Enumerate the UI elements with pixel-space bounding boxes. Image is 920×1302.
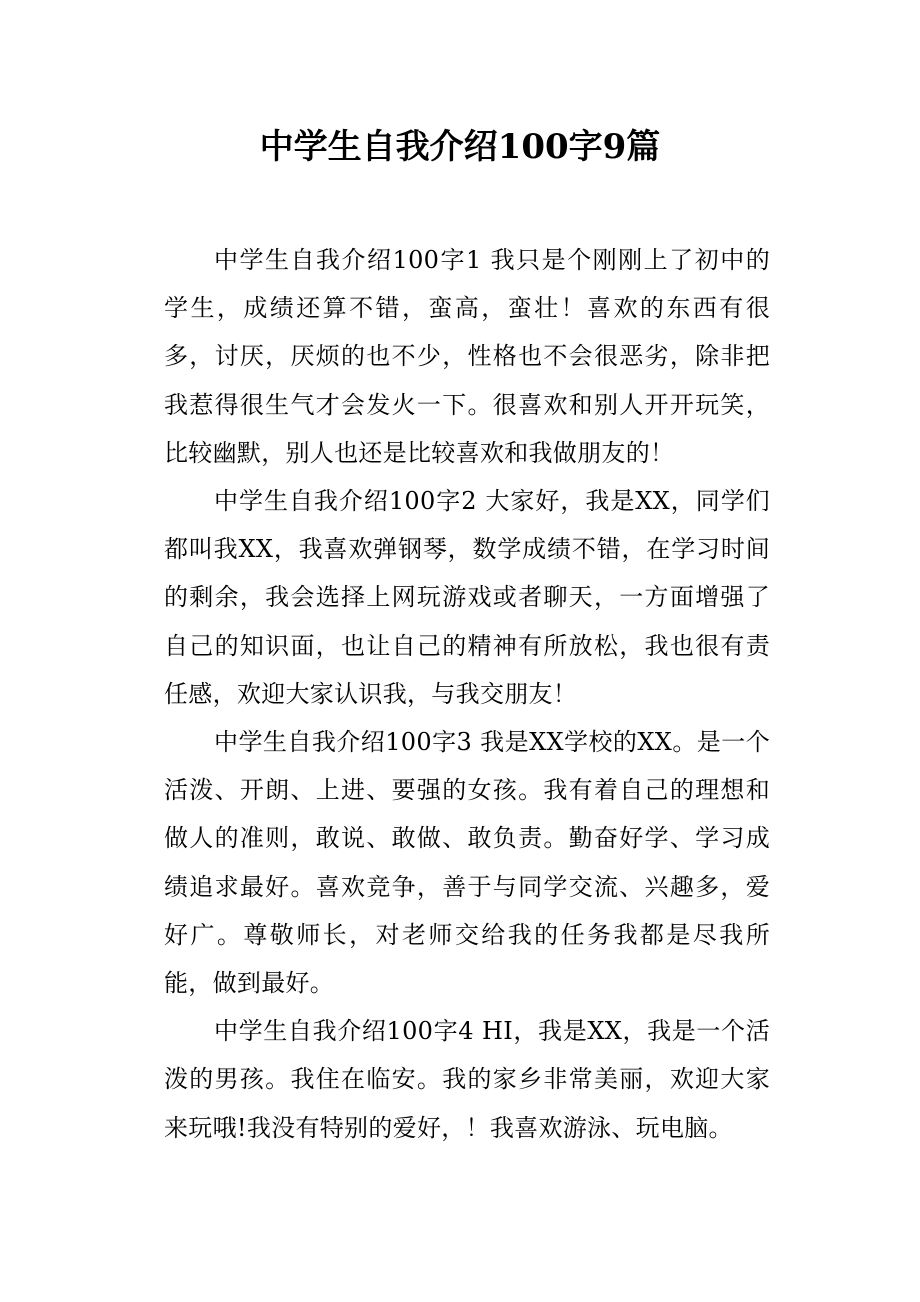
paragraph-2: 中学生自我介绍100字2 大家好，我是XX，同学们都叫我XX，我喜欢弹钢琴，数学成绩不错，在学习时间的剩余，我会选择上网玩游戏或者聊天，一方面增强了自己的知识面，也让自己的精神有所放松，我也很有责任感，欢迎大家认识我，与我交朋友！ xyxy=(164,487,770,708)
paragraph-3: 中学生自我介绍100字3 我是XX学校的XX。是一个活泼、开朗、上进、要强的女孩。我有着自己的理想和做人的准则，敢说、敢做、敢负责。勤奋好学、学习成绩追求最好。喜欢竞争，善于与同学交流、兴趣多，爱好广。尊敬师长，对老师交给我的任务我都是尽我所能，做到最好。 xyxy=(164,728,770,998)
paragraph-1: 中学生自我介绍100字1 我只是个刚刚上了初中的学生，成绩还算不错，蛮高，蛮壮！喜欢的东西有很多，讨厌，厌烦的也不少，性格也不会很恶劣，除非把我惹得很生气才会发火一下。很喜欢和别人开开玩笑，比较幽默，别人也还是比较喜欢和我做朋友的！ xyxy=(164,246,770,467)
paragraph-4: 中学生自我介绍100字4 HI，我是XX，我是一个活泼的男孩。我住在临安。我的家乡非常美丽，欢迎大家来玩哦!我没有特别的爱好，！我喜欢游泳、玩电脑。 xyxy=(164,1017,770,1142)
document-title: 中学生自我介绍100字9篇 xyxy=(259,127,661,167)
document-body xyxy=(164,236,770,1152)
